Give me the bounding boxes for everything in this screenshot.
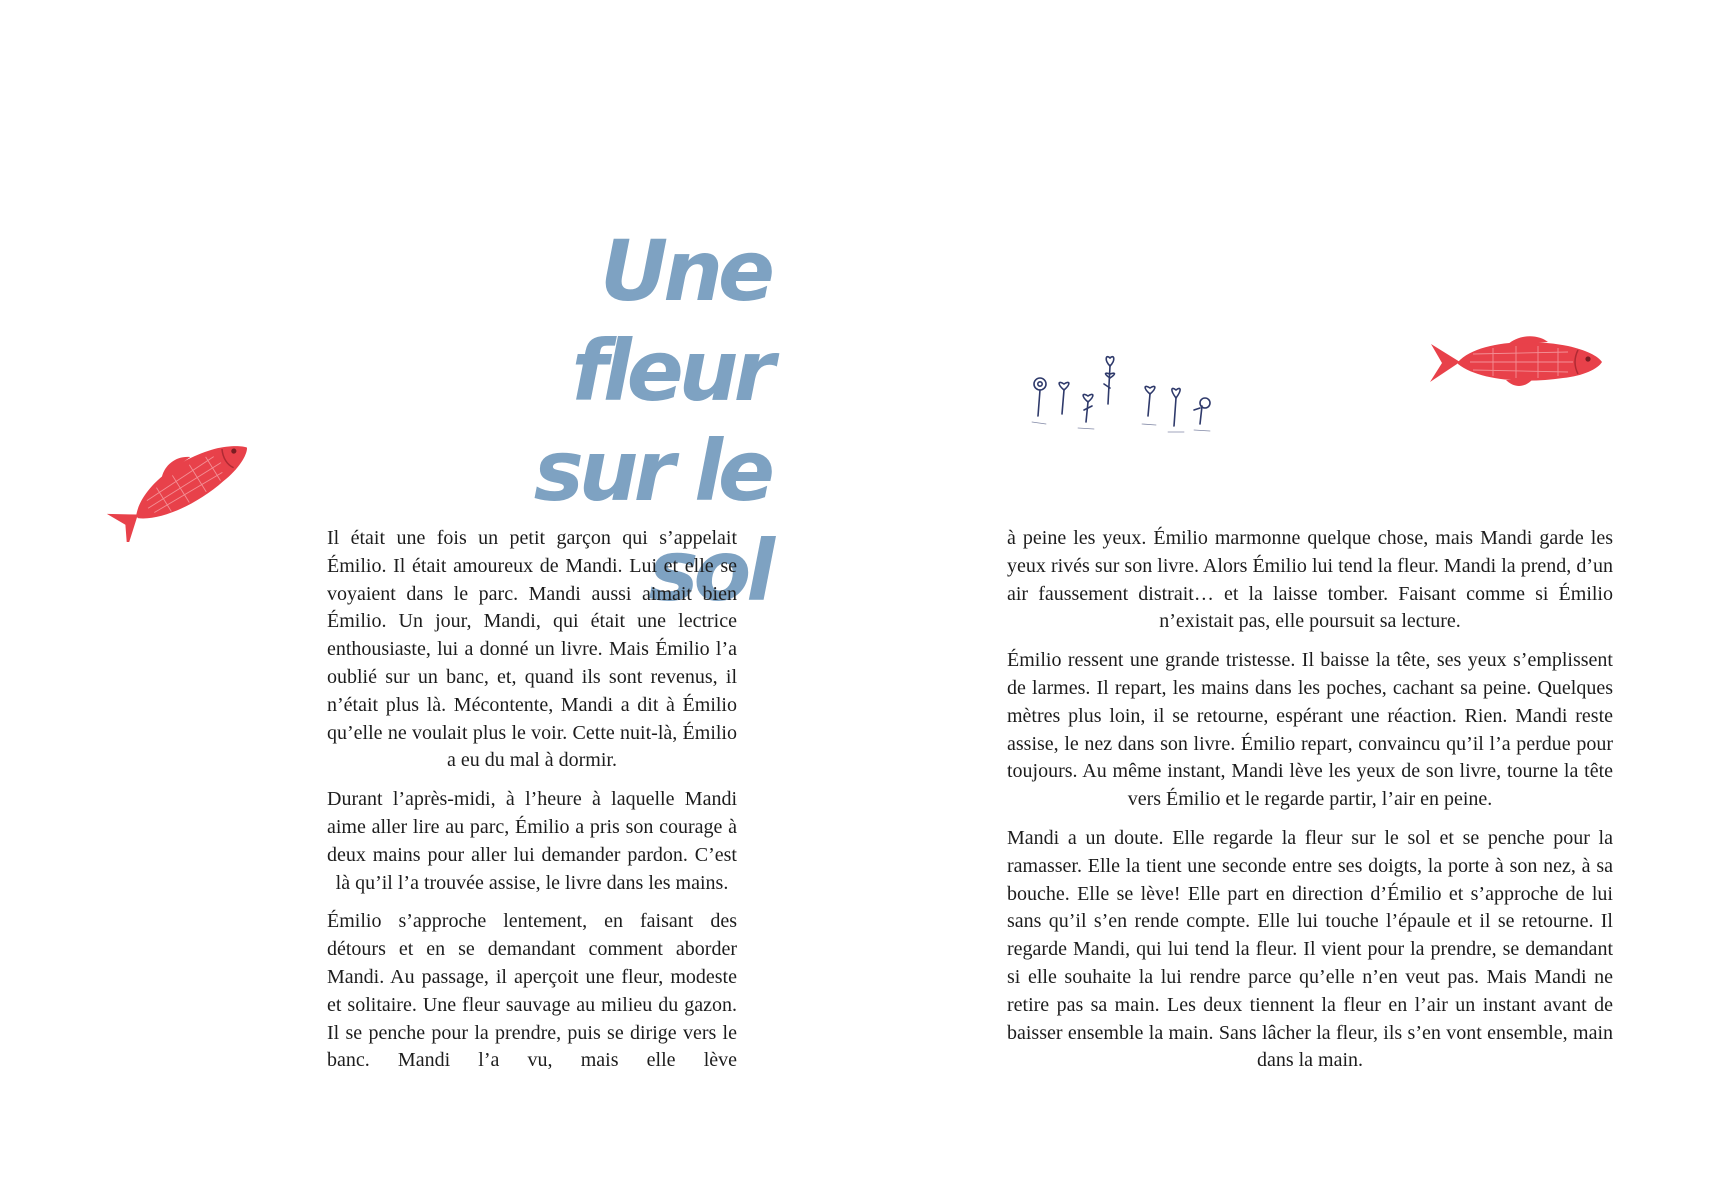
- story-text-right: [1007, 525, 1613, 1086]
- flowers-illustration-icon: [1024, 344, 1229, 434]
- paragraph: Il était une fois un petit garçon qui s’appelait Émilio. Il était amoureux de Mandi. Lui et elle se voyaient dans le parc. Mandi aussi aimait bien Émilio. Un jour, Mandi, qui était une lectrice enthousiaste, lui a donné un livre. Mais Émilio l’a oublié sur un banc, et, quand ils sont revenus, il n’était plus là. Mécontente, Mandi a dit à Émilio qu’elle ne voulait plus le voir. Cette nuit-là, Émilio a eu du mal à dormir.: [327, 527, 737, 772]
- title-line-2: sur le sol: [533, 422, 770, 621]
- paragraph: Durant l’après-midi, à l’heure à laquelle Mandi aime aller lire au parc, Émilio a pris son courage à deux mains pour aller lui demander pardon. C’est là qu’il l’a trouvée assise, le livre dans les mains.: [327, 788, 737, 894]
- paragraph: Émilio s’approche lentement, en faisant des détours et en se demandant comment aborder Mandi. Au passage, il aperçoit une fleur, modeste et solitaire. Une fleur sauvage au milieu du gazon. Il se penche pour la prendre, puis se dirige vers le banc. Mandi l’a vu, mais elle lève: [327, 910, 737, 1072]
- red-fish-icon: [100, 432, 265, 542]
- paragraph: à peine les yeux. Émilio marmonne quelque chose, mais Mandi garde les yeux rivés sur son livre. Alors Émilio lui tend la fleur. Mandi la prend, d’un air faussement distrait… et la laisse tomber. Faisant comme si Émilio n’existait pas, elle poursuit sa lecture.: [1007, 527, 1613, 633]
- red-fish-icon: [1428, 332, 1606, 392]
- title-line-1: Une fleur: [571, 222, 770, 421]
- paragraph: Mandi a un doute. Elle regarde la fleur sur le sol et se penche pour la ramasser. Elle la tient une seconde entre ses doigts, la porte à son nez, à sa bouche. Elle se lève! Elle part en direction d’Émilio et s’approche de lui sans qu’il s’en rende compte. Elle lui touche l’épaule et il se retourne. Il regarde Mandi, qui lui tend la fleur. Il vient pour la prendre, se demandant si elle souhaite la lui rendre parce qu’elle n’en veut pas. Mais Mandi ne retire pas sa main. Les deux tiennent la fleur en l’air un instant avant de baisser ensemble la main. Sans lâcher la fleur, ils s’en vont ensemble, main dans la main.: [1007, 826, 1613, 1072]
- paragraph: Émilio ressent une grande tristesse. Il baisse la tête, ses yeux s’emplissent de larmes. Il repart, les mains dans les poches, cachant sa peine. Quelques mètres plus loin, il se retourne, espérant une réaction. Rien. Mandi reste assise, le nez dans son livre. Émilio repart, convaincu qu’il l’a perdue pour toujours. Au même instant, Mandi lève les yeux de son livre, tourne la tête vers Émilio et le regarde partir, l’air en peine.: [1007, 649, 1613, 811]
- right-page: [865, 0, 1730, 1200]
- story-text-left: [327, 525, 737, 1086]
